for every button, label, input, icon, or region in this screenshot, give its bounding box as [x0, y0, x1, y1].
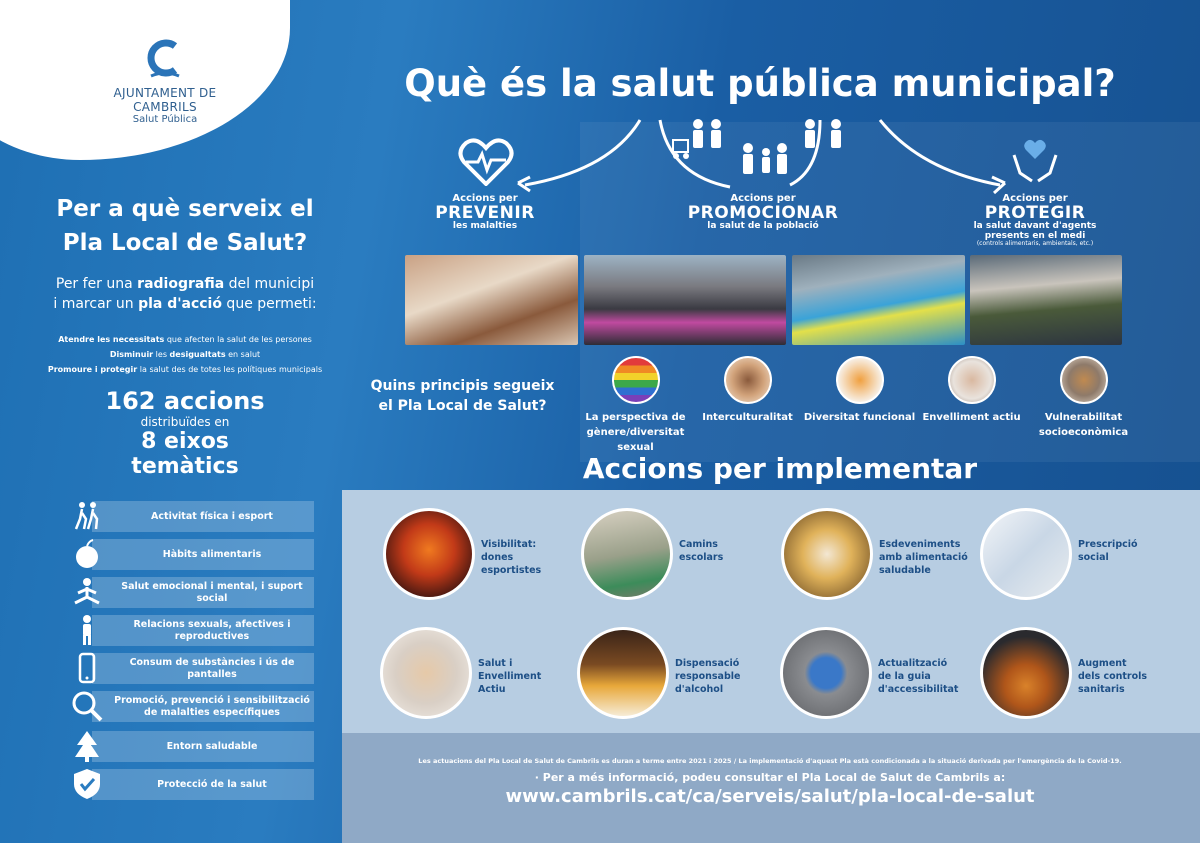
athlete-photo [383, 508, 475, 600]
principle-label: Envelliment actiu [922, 412, 1021, 423]
principles-question [365, 376, 560, 416]
action-sub: la salut de la població [707, 221, 819, 232]
axes-word: temàtics [131, 454, 239, 479]
person-icon [70, 613, 104, 647]
heart-pulse-icon [458, 138, 514, 186]
action-title: PROMOCIONAR [687, 202, 839, 223]
axis-label: Activitat física i esport [92, 501, 314, 532]
hands-heart-icon [1010, 135, 1060, 185]
diverse-people-icon [836, 356, 884, 404]
doctor-photo [980, 508, 1072, 600]
implement-label: Augment dels controls sanitaris [1078, 658, 1148, 695]
intro-text [40, 274, 330, 314]
axis-label: Protecció de la salut [92, 769, 314, 800]
rainbow-glasses-icon [612, 356, 660, 404]
arrow-right [880, 120, 1000, 185]
action-prevent [420, 194, 550, 232]
implement-item [380, 627, 590, 727]
axis-label: Promoció, prevenció i sensibilització de malalties específiques [92, 691, 314, 722]
goal-item: Atendre les necessitats que afecten la salut de les persones [58, 335, 312, 344]
axis-item [70, 767, 314, 801]
magnifier-icon [70, 689, 104, 723]
family-group-icon [668, 118, 858, 188]
intro2-pre: i marcar un [53, 296, 139, 312]
action-note: (controls alimentaris, ambientals, etc.) [976, 240, 1094, 248]
implement-label: Dispensació responsable d'alcohol [675, 658, 741, 695]
intro-pre: Per fer una [55, 276, 138, 292]
action-pre: Accions per [1002, 193, 1068, 204]
implement-label: Esdeveniments amb alimentació saludable [879, 539, 968, 576]
meditation-icon [70, 575, 104, 609]
implement-label: Camins escolars [679, 539, 724, 563]
distributed-label: distribuïdes en [140, 415, 230, 429]
intro-bold-1: radiografia [137, 276, 225, 292]
actions-count: 162 accions [105, 387, 265, 415]
principle-item [578, 356, 693, 455]
principle-item [1026, 356, 1141, 440]
logo-name: AJUNTAMENT DE CAMBRILS [113, 86, 217, 114]
principle-item [802, 356, 917, 425]
principle-label: Diversitat funcional [803, 412, 916, 423]
runners-icon [70, 499, 104, 533]
action-protect [960, 194, 1110, 248]
action-title: PROTEGIR [984, 202, 1086, 223]
hands-together-icon [724, 356, 772, 404]
axis-label: Relacions sexuals, afectives i reproductives [92, 615, 314, 646]
axis-item [70, 689, 314, 725]
implement-item [577, 627, 787, 727]
trees-icon [70, 729, 104, 763]
school-path-photo [581, 508, 673, 600]
axis-item [70, 651, 314, 685]
axes-count: 8 eixos [141, 429, 229, 454]
healthy-food-photo [781, 508, 873, 600]
action-promote [668, 194, 858, 232]
shield-check-icon [70, 767, 104, 801]
implement-item [980, 508, 1190, 608]
arrow-left [525, 120, 640, 185]
axis-item [70, 537, 314, 571]
photo-meeting [970, 255, 1122, 345]
apple-icon [70, 537, 104, 571]
footer-url-link[interactable]: www.cambrils.cat/ca/serveis/salut/pla-local-de-salut [505, 786, 1035, 807]
footer-info: · Per a més informació, podeu consultar el Pla Local de Salut de Cambrils a: [534, 771, 1006, 784]
principles-question-2: el Pla Local de Salut? [378, 398, 547, 414]
photo-crowd-event [584, 255, 786, 345]
axis-item [70, 729, 314, 763]
left-column [40, 192, 330, 479]
axis-label: Entorn saludable [92, 731, 314, 762]
photo-classroom [405, 255, 578, 345]
action-title: PREVENIR [435, 202, 535, 223]
implement-item [581, 508, 791, 608]
principle-label: Vulnerabilitat socioeconòmica [1038, 412, 1129, 438]
action-pre: Accions per [730, 193, 796, 204]
left-heading-2: Pla Local de Salut? [62, 230, 308, 256]
left-heading-1: Per a què serveix el [56, 196, 314, 222]
elderly-couple-icon [948, 356, 996, 404]
page-title: Què és la salut pública municipal? [404, 62, 1116, 105]
footer-note: Les actuacions del Pla Local de Salut de Cambrils es duran a terme entre 2021 i 2025 / La implementació d'aquest Pla està condicionada a la situació derivada per l'emergència de la Covid-19. [418, 757, 1122, 765]
implement-item [980, 627, 1190, 727]
action-sub: les malalties [452, 221, 518, 232]
axis-label: Salut emocional i mental, i suport social [92, 577, 314, 608]
logo-subtitle: Salut Pública [132, 114, 198, 125]
implement-label: Prescripció social [1078, 539, 1138, 563]
implement-item [383, 508, 593, 608]
cambrils-c-logo-icon [145, 38, 185, 82]
coins-icon [1060, 356, 1108, 404]
axis-item [70, 499, 314, 533]
implement-label: Visibilitat: dones esportistes [481, 539, 542, 576]
principles-question-1: Quins principis segueix [370, 378, 555, 394]
phone-icon [70, 651, 104, 685]
implement-title: Accions per implementar [582, 452, 978, 485]
principle-label: La perspectiva de gènere/diversitat sexual [585, 412, 686, 453]
principle-item [690, 356, 805, 425]
goal-item: Disminuir les desigualtats en salut [109, 350, 261, 359]
elderly-couple-photo [380, 627, 472, 719]
principle-label: Interculturalitat [702, 412, 793, 423]
actions-count-block [40, 387, 330, 479]
action-pre: Accions per [452, 193, 518, 204]
implement-item [780, 627, 990, 727]
principle-item [914, 356, 1029, 425]
accessibility-photo [780, 627, 872, 719]
logo [80, 38, 250, 125]
intro-bold-2: pla d'acció [138, 296, 222, 312]
axis-label: Hàbits alimentaris [92, 539, 314, 570]
axis-item [70, 613, 314, 647]
food-control-photo [980, 627, 1072, 719]
implement-label: Salut i Envelliment Actiu [478, 658, 542, 695]
goals-list [40, 332, 330, 377]
beer-photo [577, 627, 669, 719]
axis-label: Consum de substàncies i ús de pantalles [92, 653, 314, 684]
implement-item [781, 508, 991, 608]
goal-item: Promoure i protegir la salut des de totes les polítiques municipals [47, 365, 323, 374]
intro2-post: que permeti: [221, 296, 317, 312]
axis-item [70, 575, 314, 609]
implement-label: Actualització de la guia d'accessibilitat [878, 658, 959, 695]
intro-mid: del municipi [224, 276, 315, 292]
action-sub: la salut davant d'agents presents en el medi [973, 221, 1097, 241]
photo-pool [792, 255, 965, 345]
